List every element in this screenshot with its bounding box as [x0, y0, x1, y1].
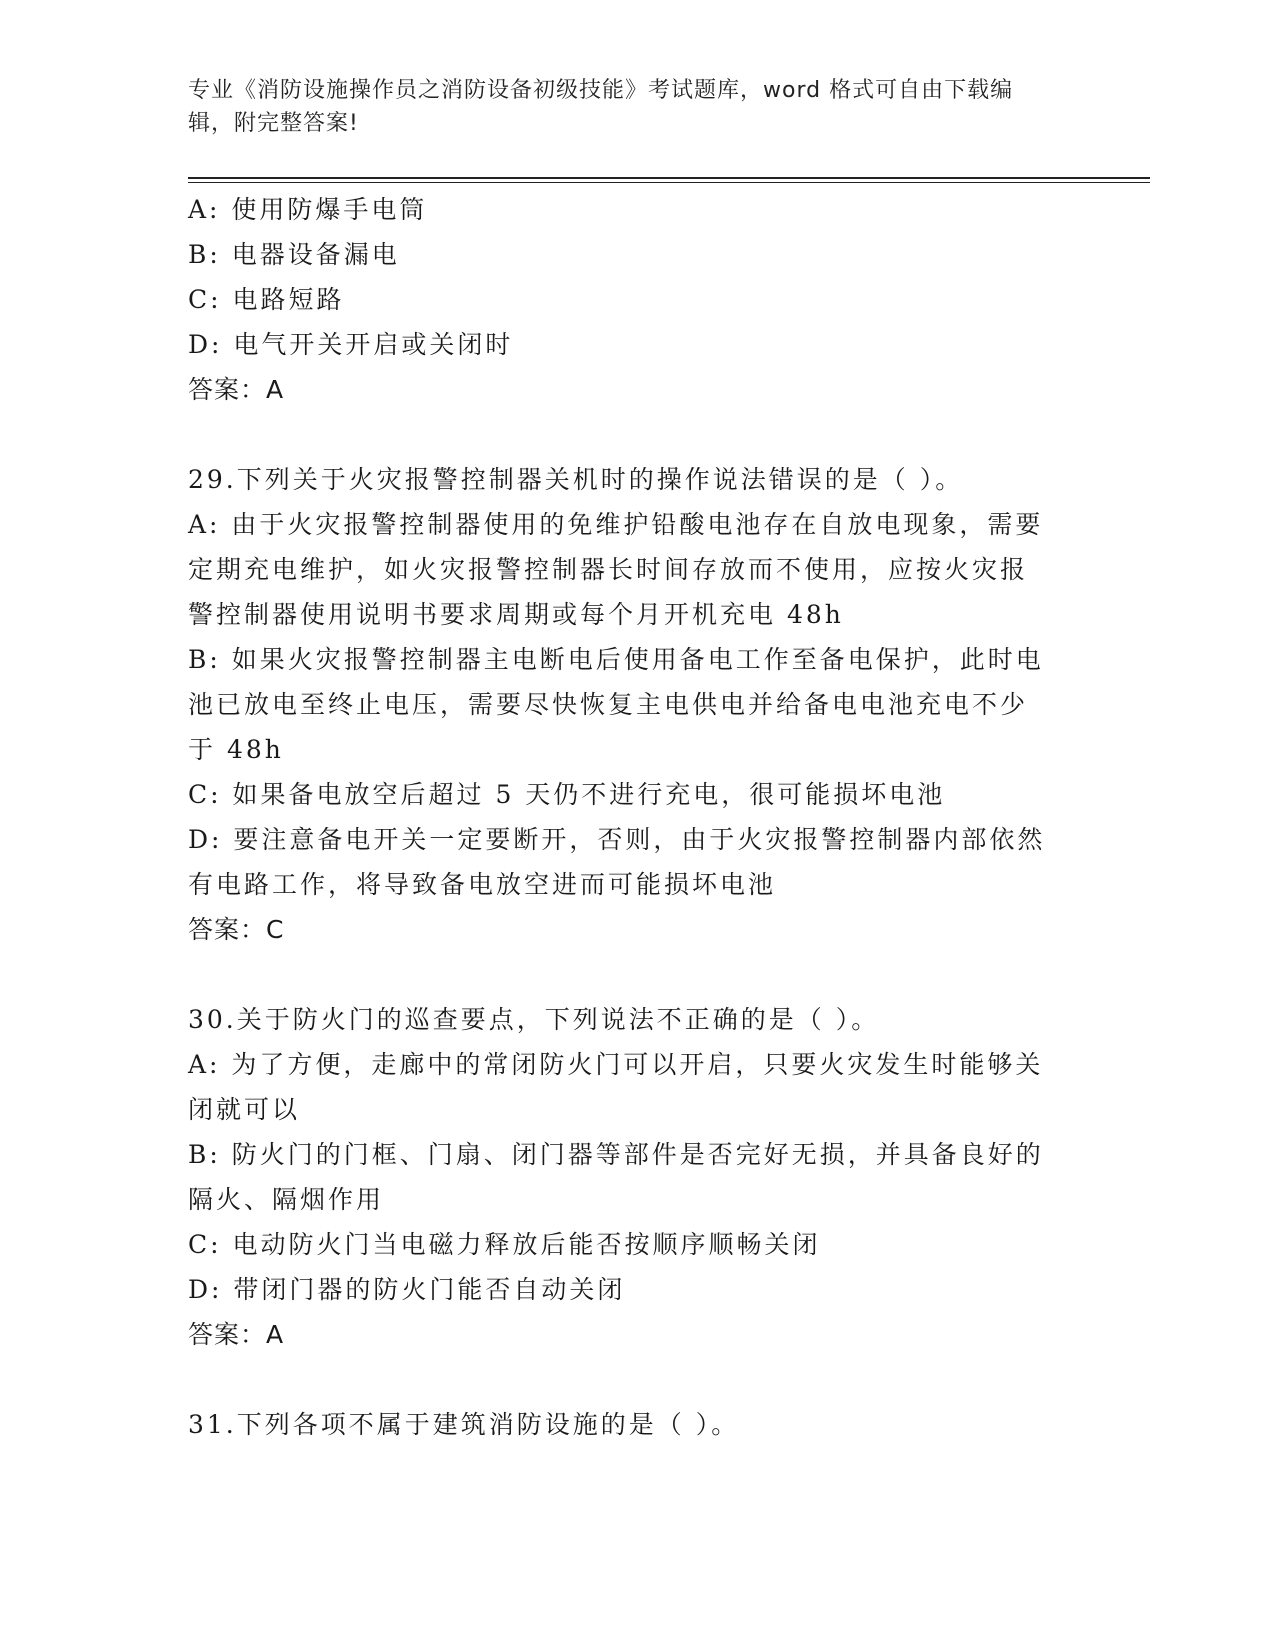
- option-line: 于 48h: [188, 735, 284, 764]
- option-line: 有电路工作，将导致备电放空进而可能损坏电池: [188, 870, 777, 899]
- header-line-2: 辑，附完整答案!: [188, 111, 359, 136]
- option-line: 警控制器使用说明书要求周期或每个月开机充电 48h: [188, 600, 844, 629]
- option-line: 闭就可以: [188, 1095, 301, 1124]
- option-line: 定期充电维护，如火灾报警控制器长时间存放而不使用，应按火灾报: [188, 555, 1029, 584]
- option-line: A: 为了方便，走廊中的常闭防火门可以开启，只要火灾发生时能够关: [188, 1050, 1044, 1079]
- question-31-block: [188, 1402, 1068, 1447]
- question-29-block: [188, 457, 1068, 952]
- question-28-block: [188, 187, 1068, 412]
- option-line: 隔火、隔烟作用: [188, 1185, 385, 1214]
- answer-line: 答案：A: [188, 375, 285, 404]
- option-line: D: 要注意备电开关一定要断开，否则，由于火灾报警控制器内部依然: [188, 825, 1046, 854]
- option-line: B: 防火门的门框、门扇、闭门器等部件是否完好无损，并具备良好的: [188, 1140, 1044, 1169]
- question-text: 29.下列关于火灾报警控制器关机时的操作说法错误的是（ ）。: [188, 465, 964, 494]
- option-line: D: 带闭门器的防火门能否自动关闭: [188, 1275, 626, 1304]
- header-divider-thick: [188, 177, 1150, 179]
- option-line: A: 使用防爆手电筒: [188, 195, 428, 224]
- answer-line: 答案：C: [188, 915, 285, 944]
- option-line: C: 电路短路: [188, 285, 345, 314]
- spacer: [188, 1357, 1068, 1402]
- header-divider-thin: [188, 182, 1150, 183]
- question-text: 31.下列各项不属于建筑消防设施的是（ ）。: [188, 1410, 740, 1439]
- page-header: [188, 74, 1068, 140]
- question-30-block: [188, 997, 1068, 1357]
- option-line: B: 电器设备漏电: [188, 240, 400, 269]
- header-line-1: 专业《消防设施操作员之消防设备初级技能》考试题库，word 格式可自由下载编: [188, 78, 1014, 103]
- question-text: 30.关于防火门的巡查要点，下列说法不正确的是（ ）。: [188, 1005, 880, 1034]
- option-line: C: 电动防火门当电磁力释放后能否按顺序顺畅关闭: [188, 1230, 821, 1259]
- spacer: [188, 412, 1068, 457]
- option-line: B: 如果火灾报警控制器主电断电后使用备电工作至备电保护，此时电: [188, 645, 1044, 674]
- option-line: C: 如果备电放空后超过 5 天仍不进行充电，很可能损坏电池: [188, 780, 946, 809]
- answer-line: 答案：A: [188, 1320, 285, 1349]
- option-line: D: 电气开关开启或关闭时: [188, 330, 514, 359]
- option-line: A: 由于火灾报警控制器使用的免维护铅酸电池存在自放电现象，需要: [188, 510, 1044, 539]
- option-line: 池已放电至终止电压，需要尽快恢复主电供电并给备电电池充电不少: [188, 690, 1029, 719]
- spacer: [188, 952, 1068, 997]
- document-body: [188, 187, 1068, 1447]
